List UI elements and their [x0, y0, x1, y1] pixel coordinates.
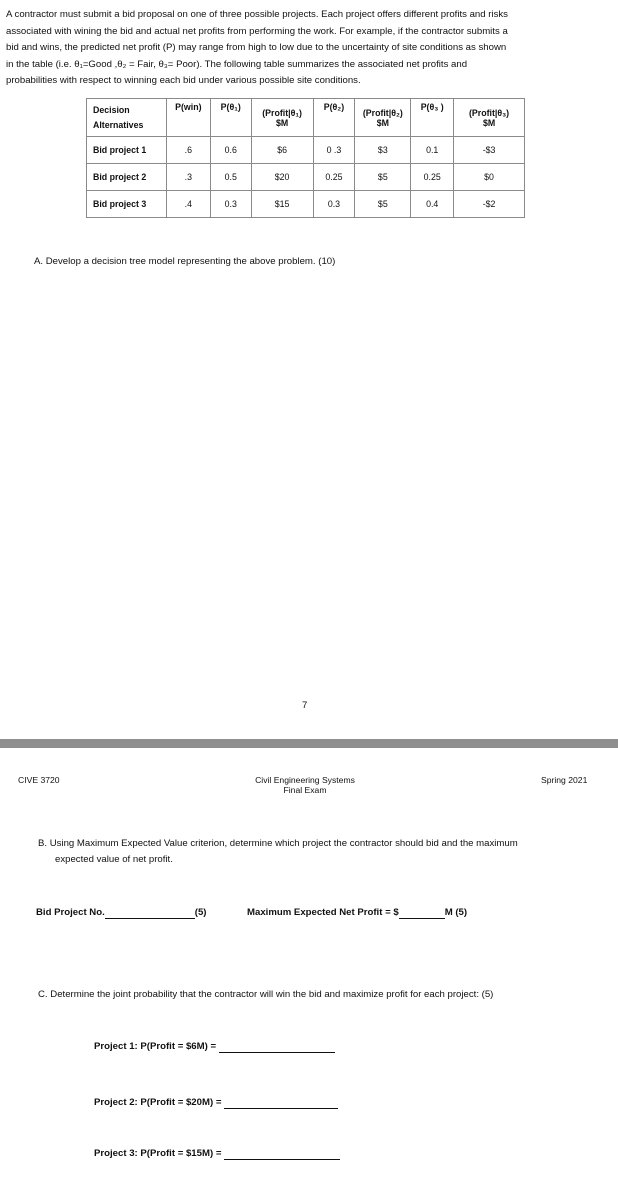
project-1-label: Project 1: P(Profit = $6M) =: [94, 1041, 217, 1052]
table-cell: $20: [251, 164, 313, 191]
table-cell: Bid project 1: [87, 137, 167, 164]
project-2-label: Project 2: P(Profit = $20M) =: [94, 1097, 222, 1108]
table-cell: Bid project 2: [87, 164, 167, 191]
table-row: [87, 137, 525, 164]
table-cell: $3: [355, 137, 411, 164]
table-row: [87, 191, 525, 218]
project-1-blank[interactable]: [219, 1041, 335, 1053]
bid-project-answer: [36, 907, 207, 919]
table-cell: 0.25: [313, 164, 355, 191]
table-cell: .4: [166, 191, 210, 218]
bid-project-blank[interactable]: [105, 907, 195, 919]
table-cell: .3: [166, 164, 210, 191]
project-2-answer: [94, 1097, 338, 1109]
question-b: [38, 836, 598, 868]
problem-line: probabilities with respect to winning each bid under various possible site conditions.: [6, 75, 361, 86]
column-header: P(θ₂): [313, 99, 355, 137]
problem-line: bid and wins, the predicted net profit (P) may range from high to low due to the uncertainty of site conditions as shown: [6, 42, 507, 53]
table-header-row: [87, 99, 525, 137]
table-cell: $5: [355, 164, 411, 191]
table-cell: 0.3: [210, 191, 251, 218]
problem-line: A contractor must submit a bid proposal on one of three possible projects. Each project offers different profits and risks: [6, 9, 508, 20]
max-profit-label: Maximum Expected Net Profit = $: [247, 907, 399, 918]
problem-line: associated with wining the bid and actual net profits from performing the work. For example, if the contractor submits a: [6, 25, 508, 37]
column-header: P(win): [166, 99, 210, 137]
column-header: (Profit|θ₁) $M: [251, 99, 313, 137]
max-profit-points: M (5): [444, 907, 468, 918]
table-cell: $6: [251, 137, 313, 164]
question-c: C. Determine the joint probability that the contractor will win the bid and maximize profit for each project: (5): [38, 989, 494, 1000]
footer-title-line: Civil Engineering Systems: [255, 775, 355, 785]
footer-term: Spring 2021: [541, 775, 588, 785]
project-1-answer: [94, 1041, 335, 1053]
project-3-answer: [94, 1148, 340, 1160]
table-cell: 0 .3: [313, 137, 355, 164]
max-profit-blank[interactable]: [399, 907, 445, 919]
table-cell: 0.6: [210, 137, 251, 164]
table-cell: $15: [251, 191, 313, 218]
table-cell: $0: [454, 164, 525, 191]
bid-project-points: (5): [194, 907, 207, 918]
footer-title: [230, 775, 380, 795]
page-number: 7: [302, 700, 308, 711]
table-cell: Bid project 3: [87, 191, 167, 218]
column-header: P(θ₃ ): [411, 99, 454, 137]
table-cell: $5: [355, 191, 411, 218]
table-cell: 0.25: [411, 164, 454, 191]
table-cell: 0.4: [411, 191, 454, 218]
question-a: A. Develop a decision tree model representing the above problem. (10): [34, 256, 336, 267]
project-2-blank[interactable]: [224, 1097, 338, 1109]
page-divider: [0, 739, 618, 748]
project-3-blank[interactable]: [224, 1148, 340, 1160]
column-header: Decision Alternatives: [87, 99, 167, 137]
table-cell: 0.5: [210, 164, 251, 191]
bid-data-table: [86, 98, 525, 218]
footer-title-line: Final Exam: [283, 785, 327, 795]
column-header: P(θ₁): [210, 99, 251, 137]
project-3-label: Project 3: P(Profit = $15M) =: [94, 1148, 222, 1159]
problem-line: in the table (i.e. θ₁=Good ,θ₂ = Fair, θ₃= Poor). The following table summarizes the associated net profits and: [6, 58, 468, 70]
problem-statement: [6, 7, 612, 90]
footer-course: CIVE 3720: [18, 775, 60, 785]
bid-project-label: Bid Project No.: [36, 907, 105, 918]
column-header: (Profit|θ₃) $M: [454, 99, 525, 137]
table-cell: 0.1: [411, 137, 454, 164]
table-cell: 0.3: [313, 191, 355, 218]
table-row: [87, 164, 525, 191]
question-b-line: B. Using Maximum Expected Value criterion, determine which project the contractor should bid and the maximum: [38, 838, 518, 849]
column-header: (Profit|θ₂) $M: [355, 99, 411, 137]
max-profit-answer: [247, 907, 467, 919]
table-cell: -$3: [454, 137, 525, 164]
table-cell: -$2: [454, 191, 525, 218]
question-b-line: expected value of net profit.: [55, 854, 173, 865]
table-cell: .6: [166, 137, 210, 164]
